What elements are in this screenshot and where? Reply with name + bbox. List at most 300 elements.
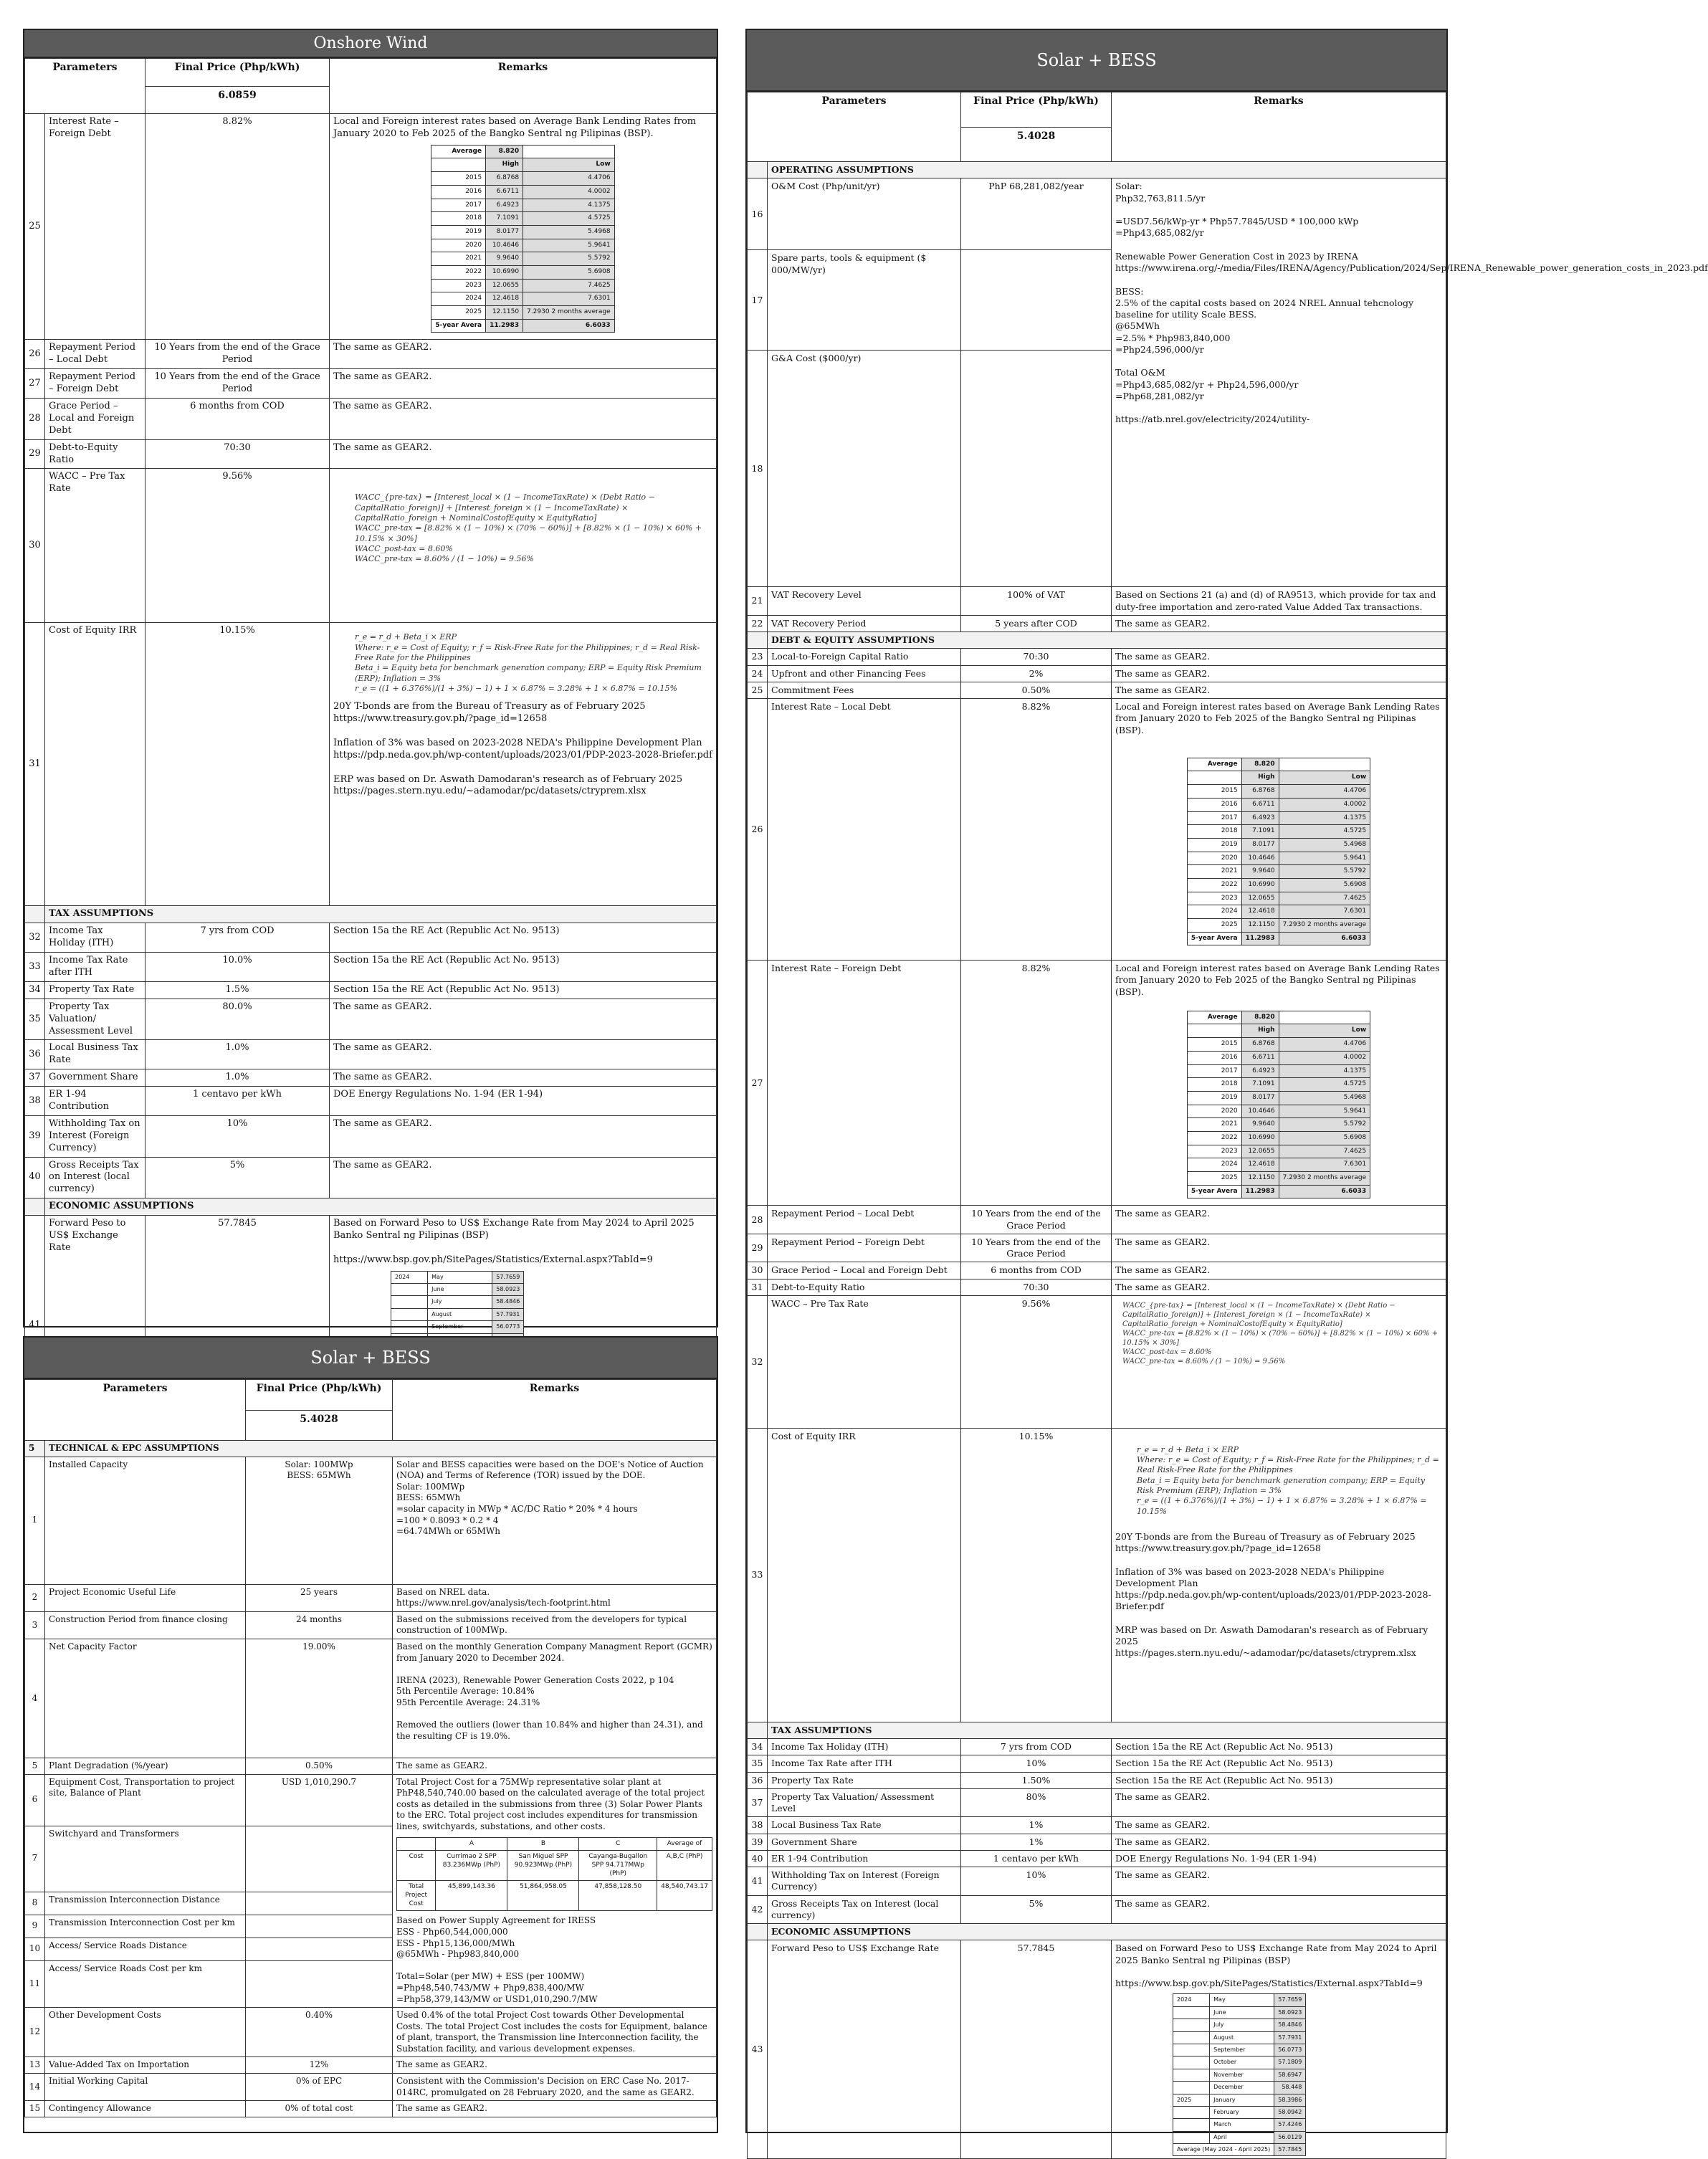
rate-cell: 2023 <box>1187 892 1241 905</box>
fx-cell: June <box>1210 2006 1274 2019</box>
price-cell: 0.50% <box>246 1758 393 1774</box>
solar-bess-technical-panel <box>23 1336 718 2133</box>
fx-cell: August <box>1210 2031 1274 2044</box>
fx-cell: 56.0129 <box>1274 2131 1306 2143</box>
parameter-cell: Cost of Equity IRR <box>45 623 145 906</box>
rate-cell: 2017 <box>1187 811 1241 825</box>
fx-row <box>1173 2044 1306 2056</box>
price-cell <box>246 1960 393 2008</box>
rate-cell: 8.0177 <box>486 225 523 239</box>
parameter-cell: Other Development Costs <box>45 2008 246 2057</box>
parameter-cell: Spare parts, tools & equipment ($ 000/MW/yr) <box>768 250 961 351</box>
row-number: 39 <box>748 1834 768 1850</box>
final-price-header: Final Price (Php/kWh) <box>246 1380 393 1411</box>
remarks-cell: Section 15a the RE Act (Republic Act No. 9513) <box>1112 1755 1446 1772</box>
parameter-cell: Government Share <box>768 1834 961 1850</box>
rate-cell: 2022 <box>1187 1131 1241 1145</box>
rate-cell: 2025 <box>431 306 486 320</box>
fx-cell <box>1173 2082 1210 2094</box>
rate-cell <box>523 145 615 158</box>
price-cell: 1 centavo per kWh <box>145 1087 330 1116</box>
cost-of-equity-formula: r_e = r_d + Beta_i × ERP Where: r_e = Cost of Equity; r_f = Risk-Free Rate for the Philippines; r_d = Real Risk-Free Rate for the Philippines Beta_i = Equity beta for benchmark generation company; ERP = Equity Risk Premium (ERP); Inflation = 3% r_e = ((1 + 6.376%)/(1 + 3%) − 1) + 1 × 6.87% = 3.28% + 1 × 6.87% = 10.15% <box>1137 1444 1439 1516</box>
rate-cell: 2024 <box>1187 905 1241 919</box>
rate-cell: 6.6711 <box>1241 1051 1279 1064</box>
fx-cell: April <box>1210 2131 1274 2143</box>
rate-row <box>1187 905 1370 919</box>
fx-cell: 58.0923 <box>1274 2006 1306 2019</box>
rate-cell: 2019 <box>431 225 486 239</box>
rate-cell: 5.9641 <box>1279 852 1370 865</box>
price-cell: 0% of total cost <box>246 2101 393 2117</box>
fx-cell: September <box>428 1321 492 1333</box>
parameter-cell: WACC – Pre Tax Rate <box>768 1295 961 1428</box>
rate-row <box>1187 1172 1370 1186</box>
price-cell: 10 Years from the end of the Grace Period <box>145 369 330 399</box>
final-price-header: Final Price (Php/kWh) <box>961 92 1112 128</box>
price-cell: 1.50% <box>961 1772 1112 1788</box>
fx-row <box>1173 2082 1306 2094</box>
remarks-cell: Section 15a the RE Act (Republic Act No. 9513) <box>1112 1772 1446 1788</box>
fx-row <box>1173 2056 1306 2069</box>
rate-cell: Low <box>1279 771 1370 785</box>
parameter-cell: Switchyard and Transformers <box>45 1826 246 1892</box>
remarks-header: Remarks <box>330 59 717 114</box>
remarks-cell: The same as GEAR2. <box>330 340 717 369</box>
parameter-cell: Property Tax Rate <box>768 1772 961 1788</box>
rate-row <box>431 319 614 333</box>
remarks-text: Local and Foreign interest rates based on Average Bank Lending Rates from January 2020 to Feb 2025 of the Bangko Sentral ng Pilipinas (BSP). <box>1115 701 1440 735</box>
price-cell: 12% <box>246 2057 393 2074</box>
remarks-cell: Solar and BESS capacities were based on the DOE's Notice of Auction (NOA) and Terms of Reference (TOR) issued by the DOE. Solar: 100MWp BESS: 65MWh =solar capacity in MWp * AC/DC Ratio * 20% * 4 hours =100 * 0.8093 * 0.2 * 4 =64.74MWh or 65MWh <box>393 1457 717 1584</box>
price-cell: 2% <box>961 665 1112 682</box>
row-number: 16 <box>748 178 768 250</box>
row-number: 30 <box>748 1262 768 1279</box>
remarks-cell: Consistent with the Commission's Decision on ERC Case No. 2017-014RC, promulgated on 28 February 2020, and the same as GEAR2. <box>393 2074 717 2101</box>
remarks-cell: The same as GEAR2. <box>330 1157 717 1198</box>
parameter-cell: O&M Cost (Php/unit/yr) <box>768 178 961 250</box>
final-price-value: 5.4028 <box>961 127 1112 162</box>
price-cell <box>246 1938 393 1960</box>
row-number: 41 <box>25 1216 45 1436</box>
rate-row <box>431 145 614 158</box>
table-row <box>25 1069 717 1087</box>
remarks-text: Based on Forward Peso to US$ Exchange Rate from May 2024 to April 2025 Banko Sentral ng Pilipinas (BSP) https://www.bsp.gov.ph/SitePages/Statistics/External.aspx?TabId=9 <box>1115 1943 1437 1989</box>
rate-cell: 4.1375 <box>523 199 615 212</box>
cost-cell: A <box>436 1837 507 1851</box>
rate-cell: 11.2983 <box>486 319 523 333</box>
rate-cell: High <box>1241 771 1279 785</box>
fx-cell: 58.4846 <box>1274 2019 1306 2031</box>
rate-cell: 11.2983 <box>1241 1185 1279 1198</box>
cost-row <box>397 1881 712 1911</box>
exchange-rate-table <box>1173 1993 1306 2156</box>
row-number: 21 <box>748 587 768 616</box>
row-number: 34 <box>748 1739 768 1755</box>
rate-cell: 2025 <box>1187 919 1241 933</box>
rate-cell: 2020 <box>1187 852 1241 865</box>
parameter-cell: Debt-to-Equity Ratio <box>45 439 145 469</box>
rate-cell: 2017 <box>1187 1064 1241 1078</box>
final-price-header: Final Price (Php/kWh) <box>145 59 330 87</box>
price-cell: 10 Years from the end of the Grace Period <box>961 1206 1112 1234</box>
fx-cell: 2025 <box>1173 2094 1210 2106</box>
fx-row <box>1173 2031 1306 2044</box>
rate-cell: 4.5725 <box>1279 825 1370 839</box>
cost-cell: Cayanga-Bugallon SPP 94.717MWp (PhP) <box>579 1851 657 1881</box>
rate-row <box>1187 798 1370 811</box>
table-row <box>748 1262 1446 1279</box>
fx-row <box>391 1284 524 1296</box>
table-row <box>748 1234 1446 1262</box>
solar-bess-financial-table <box>747 92 1708 2159</box>
fx-row <box>1173 2106 1306 2118</box>
row-number: 24 <box>748 665 768 682</box>
section-header: ECONOMIC ASSUMPTIONS <box>45 1198 717 1216</box>
remarks-cell: DOE Energy Regulations No. 1-94 (ER 1-94) <box>1112 1850 1446 1867</box>
price-cell: 9.56% <box>961 1295 1112 1428</box>
remarks-cell <box>393 1774 717 2008</box>
rate-cell: 4.0002 <box>523 185 615 199</box>
remarks-cell: The same as GEAR2. <box>1112 682 1446 698</box>
rate-cell: 6.6711 <box>1241 798 1279 811</box>
parameter-cell: Net Capacity Factor <box>45 1639 246 1758</box>
rate-cell: 10.6990 <box>1241 878 1279 892</box>
parameter-cell: Interest Rate – Foreign Debt <box>768 961 961 1206</box>
rate-row <box>431 225 614 239</box>
rate-cell: 12.4618 <box>486 292 523 306</box>
remarks-cell: The same as GEAR2. <box>1112 1867 1446 1896</box>
remarks-cell <box>330 114 717 340</box>
fx-cell: June <box>428 1284 492 1296</box>
rate-row <box>1187 1185 1370 1198</box>
row-number: 41 <box>748 1867 768 1896</box>
remarks-cell: The same as GEAR2. <box>330 439 717 469</box>
rate-cell: 2016 <box>431 185 486 199</box>
cost-cell: 48,540,743.17 <box>657 1881 712 1911</box>
rate-cell: 2025 <box>1187 1172 1241 1186</box>
parameter-cell: Transmission Interconnection Cost per km <box>45 1915 246 1938</box>
fx-row <box>1173 2131 1306 2143</box>
cost-cell: B <box>507 1837 579 1851</box>
fx-cell <box>1173 2006 1210 2019</box>
remarks-cell: The same as GEAR2. <box>1112 1206 1446 1234</box>
row-number: 43 <box>748 1940 768 2159</box>
rate-row <box>1187 878 1370 892</box>
parameter-cell: Equipment Cost, Transportation to project site, Balance of Plant <box>45 1774 246 1826</box>
remarks-cell: Used 0.4% of the total Project Cost towards Other Developmental Costs. The total Project Cost includes the costs for Equipment, balance of plant, transport, the Transmission line Interconnection facility, the Substation facility, and various development expenses. <box>393 2008 717 2057</box>
table-row <box>25 1087 717 1116</box>
table-row <box>748 1279 1446 1295</box>
rate-cell: 4.5725 <box>523 212 615 226</box>
price-cell: Solar: 100MWp BESS: 65MWh <box>246 1457 393 1584</box>
price-cell: 10.15% <box>961 1428 1112 1722</box>
rate-row <box>1187 771 1370 785</box>
parameter-cell: Debt-to-Equity Ratio <box>768 1279 961 1295</box>
fx-cell: 58.0942 <box>1274 2106 1306 2118</box>
table-row <box>25 923 717 953</box>
parameter-cell: Value-Added Tax on Importation <box>45 2057 246 2074</box>
rate-cell: 12.0655 <box>486 279 523 292</box>
fx-cell: 2024 <box>1173 1994 1210 2006</box>
project-cost-table <box>396 1837 712 1912</box>
row-number: 7 <box>25 1826 45 1892</box>
table-row <box>25 981 717 999</box>
price-cell: 7 yrs from COD <box>961 1739 1112 1755</box>
final-price-value: 6.0859 <box>145 86 330 114</box>
row-number: 36 <box>748 1772 768 1788</box>
rate-row <box>1187 1145 1370 1158</box>
parameter-cell: Repayment Period – Local Debt <box>768 1206 961 1234</box>
fx-cell: August <box>428 1308 492 1320</box>
row-number: 32 <box>25 923 45 953</box>
rate-cell: 6.6033 <box>523 319 615 333</box>
parameters-header: Parameters <box>748 92 961 162</box>
price-cell: 70:30 <box>961 1279 1112 1295</box>
rate-row <box>1187 1118 1370 1132</box>
parameter-cell: Commitment Fees <box>768 682 961 698</box>
rate-row <box>431 306 614 320</box>
rate-cell: 6.6711 <box>486 185 523 199</box>
rate-cell: 2021 <box>1187 865 1241 879</box>
fx-cell <box>1173 2044 1210 2056</box>
rate-cell: 6.6033 <box>1279 932 1370 945</box>
row-number: 3 <box>25 1611 45 1639</box>
rate-cell: 2016 <box>1187 1051 1241 1064</box>
fx-row <box>391 1271 524 1283</box>
table-row <box>748 1867 1446 1896</box>
fx-cell <box>1173 2031 1210 2044</box>
tax-rows <box>25 923 717 1198</box>
parameter-cell: Upfront and other Financing Fees <box>768 665 961 682</box>
rate-row <box>1187 919 1370 933</box>
rate-cell <box>431 158 486 172</box>
rate-cell: 4.4706 <box>523 172 615 186</box>
rate-row <box>431 158 614 172</box>
rate-cell: 6.8768 <box>486 172 523 186</box>
rate-cell: 4.4706 <box>1279 785 1370 799</box>
section-spacer <box>25 906 45 923</box>
parameter-cell: Repayment Period – Foreign Debt <box>768 1234 961 1262</box>
interest-rate-table <box>431 145 614 333</box>
rate-cell: 8.0177 <box>1241 838 1279 852</box>
fx-cell <box>1173 2069 1210 2081</box>
rate-cell: 9.9640 <box>1241 1118 1279 1132</box>
rate-cell: 9.9640 <box>486 252 523 266</box>
cost-cell: Total Project Cost <box>397 1881 436 1911</box>
section-header: TAX ASSUMPTIONS <box>768 1722 1446 1738</box>
solar-bess-title: Solar + BESS <box>747 30 1446 92</box>
parameter-cell: Withholding Tax on Interest (Foreign Currency) <box>45 1115 145 1157</box>
row-number: 18 <box>748 351 768 587</box>
rate-cell: 4.1375 <box>1279 1064 1370 1078</box>
rate-row <box>431 265 614 279</box>
price-cell: 7 yrs from COD <box>145 923 330 953</box>
parameter-cell: Income Tax Holiday (ITH) <box>45 923 145 953</box>
row-number: 39 <box>25 1115 45 1157</box>
rate-cell: 12.0655 <box>1241 892 1279 905</box>
remarks-cell: The same as GEAR2. <box>1112 665 1446 682</box>
interest-rate-table <box>1187 758 1370 946</box>
parameter-cell: Gross Receipts Tax on Interest (local currency) <box>768 1895 961 1924</box>
rate-cell: 5.9641 <box>523 239 615 252</box>
price-cell: 1 centavo per kWh <box>961 1850 1112 1867</box>
rate-row <box>1187 1051 1370 1064</box>
table-row <box>25 1157 717 1198</box>
rate-cell: 7.4625 <box>1279 1145 1370 1158</box>
rate-row <box>1187 1064 1370 1078</box>
cost-cell <box>397 1837 436 1851</box>
price-cell: 1.5% <box>145 981 330 999</box>
rate-cell: 5.4968 <box>523 225 615 239</box>
cost-cell: 47,858,128.50 <box>579 1881 657 1911</box>
row-number: 28 <box>748 1206 768 1234</box>
row-number: 1 <box>25 1457 45 1584</box>
rate-cell: 10.6990 <box>1241 1131 1279 1145</box>
fx-cell: 57.7931 <box>492 1308 524 1320</box>
fx-cell: November <box>1210 2069 1274 2081</box>
price-cell: 10% <box>145 1115 330 1157</box>
remarks-cell: The same as GEAR2. <box>1112 1262 1446 1279</box>
cost-row <box>397 1851 712 1881</box>
rate-cell: 2024 <box>431 292 486 306</box>
rate-row <box>431 172 614 186</box>
row-number: 32 <box>748 1295 768 1428</box>
row-number: 27 <box>748 961 768 1206</box>
row-number: 9 <box>25 1915 45 1938</box>
parameter-cell: Income Tax Rate after ITH <box>45 953 145 982</box>
parameter-cell: Income Tax Rate after ITH <box>768 1755 961 1772</box>
rate-cell: 2016 <box>1187 798 1241 811</box>
price-cell: USD 1,010,290.7 <box>246 1774 393 1826</box>
rate-cell: 6.8768 <box>1241 1038 1279 1052</box>
remarks-cell: Section 15a the RE Act (Republic Act No. 9513) <box>330 953 717 982</box>
rate-cell: 12.1150 <box>1241 919 1279 933</box>
rate-cell: 2022 <box>1187 878 1241 892</box>
rate-cell: 2018 <box>1187 825 1241 839</box>
price-cell: 10 Years from the end of the Grace Period <box>961 1234 1112 1262</box>
price-cell: 10.0% <box>145 953 330 982</box>
rate-cell: 6.6033 <box>1279 1185 1370 1198</box>
row-number: 25 <box>748 682 768 698</box>
rate-row <box>1187 852 1370 865</box>
rate-row <box>1187 825 1370 839</box>
solar-bess-title: Solar + BESS <box>24 1338 717 1379</box>
table-row <box>748 1850 1446 1867</box>
remarks-cell: The same as GEAR2. <box>330 369 717 399</box>
fx-cell <box>1173 2131 1210 2143</box>
rate-cell: 11.2983 <box>1241 932 1279 945</box>
table-row <box>25 1040 717 1069</box>
rate-cell: Average <box>1187 758 1241 771</box>
remarks-cell: The same as GEAR2. <box>1112 615 1446 632</box>
rate-cell: 7.2930 2 months average <box>1279 1172 1370 1186</box>
rate-cell: 7.1091 <box>1241 1078 1279 1092</box>
price-cell: 70:30 <box>145 439 330 469</box>
fx-cell <box>391 1296 428 1308</box>
rate-row <box>1187 1091 1370 1105</box>
remarks-cell: Section 15a the RE Act (Republic Act No. 9513) <box>330 981 717 999</box>
rate-cell: 2022 <box>431 265 486 279</box>
remarks-cell <box>1112 961 1446 1206</box>
row-number: 33 <box>748 1428 768 1722</box>
row-number: 4 <box>25 1639 45 1758</box>
rate-cell: 10.4646 <box>1241 852 1279 865</box>
parameter-cell: Forward Peso to US$ Exchange Rate <box>45 1216 145 1436</box>
rate-row <box>1187 865 1370 879</box>
row-number: 23 <box>748 649 768 665</box>
parameter-cell: Income Tax Holiday (ITH) <box>768 1739 961 1755</box>
rate-cell: 2017 <box>431 199 486 212</box>
fx-cell: 58.0923 <box>492 1284 524 1296</box>
rate-cell: 6.4923 <box>486 199 523 212</box>
repayment-rows <box>748 1206 1446 1296</box>
rate-cell <box>1279 1011 1370 1024</box>
parameters-header: Parameters <box>25 1380 246 1441</box>
rate-cell: 7.6301 <box>1279 905 1370 919</box>
section-header: OPERATING ASSUMPTIONS <box>768 162 1446 178</box>
fx-row <box>1173 2119 1306 2131</box>
rate-cell: 10.6990 <box>486 265 523 279</box>
price-cell <box>246 1892 393 1915</box>
parameter-cell: Project Economic Useful Life <box>45 1584 246 1611</box>
rate-cell: 2021 <box>1187 1118 1241 1132</box>
rate-cell: 10.4646 <box>1241 1105 1279 1118</box>
rate-cell: High <box>1241 1024 1279 1038</box>
fx-row <box>1173 2019 1306 2031</box>
row-number: 37 <box>25 1069 45 1087</box>
remarks-text: Total Project Cost for a 75MWp representative solar plant at PhP48,540,740.00 based on the calculated average of the total project costs as detailed in the submissions from three (3) Solar Power Plants to the ERC. Total project cost includes expenditures for transmission lines, switchyards, substations, and other costs. <box>396 1776 705 1831</box>
fx-average-row <box>1173 2144 1306 2156</box>
remarks-cell: The same as GEAR2. <box>1112 1279 1446 1295</box>
rate-cell: 2020 <box>1187 1105 1241 1118</box>
rate-cell: 2023 <box>1187 1145 1241 1158</box>
fx-row <box>391 1308 524 1320</box>
rate-cell: 2015 <box>431 172 486 186</box>
rate-cell: 2021 <box>431 252 486 266</box>
fx-cell: December <box>1210 2082 1274 2094</box>
remarks-cell: The same as GEAR2. <box>393 2057 717 2074</box>
rate-cell: 5-year Avera <box>1187 932 1241 945</box>
remarks-cell: The same as GEAR2. <box>330 999 717 1040</box>
onshore-wind-panel <box>23 29 718 1328</box>
solar-bess-technical-table <box>24 1379 717 2117</box>
rate-row <box>431 292 614 306</box>
rate-cell: 4.0002 <box>1279 1051 1370 1064</box>
table-row <box>748 1206 1446 1234</box>
rate-cell: 7.2930 2 months average <box>1279 919 1370 933</box>
price-cell: 10.15% <box>145 623 330 906</box>
rate-row <box>1187 1158 1370 1172</box>
price-cell: 25 years <box>246 1584 393 1611</box>
table-row <box>25 953 717 982</box>
remarks-cell: The same as GEAR2. <box>1112 649 1446 665</box>
parameter-cell: Contingency Allowance <box>45 2101 246 2117</box>
rate-cell: 8.0177 <box>1241 1091 1279 1105</box>
row-number: 14 <box>25 2074 45 2101</box>
fx-row <box>391 1321 524 1333</box>
rate-cell: 5.5792 <box>523 252 615 266</box>
remarks-cell: Based on the submissions received from the developers for typical construction of 100MWp. <box>393 1611 717 1639</box>
row-number: 22 <box>748 615 768 632</box>
fx-cell: 2024 <box>391 1271 428 1283</box>
remarks-cell <box>330 623 717 906</box>
price-cell: 6 months from COD <box>961 1262 1112 1279</box>
row-number: 38 <box>748 1817 768 1834</box>
row-number: 11 <box>25 1960 45 2008</box>
rate-row <box>1187 811 1370 825</box>
rate-cell: 5.4968 <box>1279 1091 1370 1105</box>
debt-rows <box>748 649 1446 699</box>
